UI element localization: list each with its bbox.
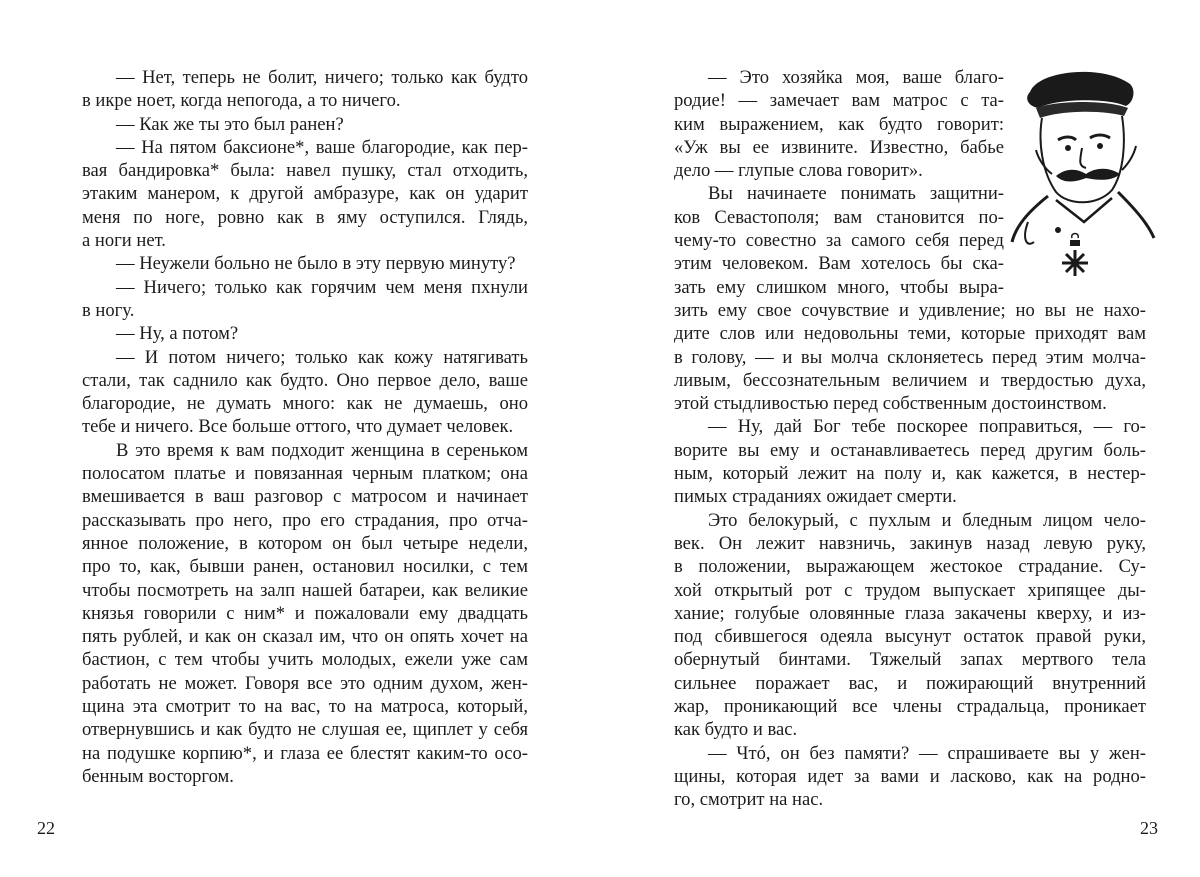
- text-line: — Это хозяйка моя, ваше благо-: [708, 67, 1004, 88]
- text-line: чему-то совестно за самого себя перед: [674, 230, 1004, 252]
- text-line: янное положение, в котором он был четыре недели,: [82, 532, 528, 554]
- text-line: — Нет, теперь не болит, ничего; только как будто: [116, 67, 528, 88]
- text-line: благородие, не думать много: как не думаешь, оно: [82, 393, 528, 415]
- text-line: пять рублей, и как он сказал им, что он опять хочет на: [82, 626, 528, 648]
- text-line: хой открытый рот с трудом выпускает хрипящее ды-: [674, 579, 1146, 601]
- sailor-portrait-icon: [1008, 62, 1158, 284]
- text-line: этой стыдливостью перед собственным достоинством.: [674, 393, 1107, 415]
- text-line: пимых страданиях ожидает смерти.: [674, 486, 957, 508]
- text-line: родие! — замечает вам матрос с та-: [674, 90, 1004, 112]
- text-line: обернутый бинтами. Тяжелый запах мертвого тела: [674, 649, 1146, 671]
- text-line: тебе и ничего. Все больше оттого, что думает человек.: [82, 416, 514, 438]
- text-line: щины, которая идет за вами и ласково, как на родно-: [674, 765, 1146, 787]
- text-line: а ноги нет.: [82, 230, 166, 252]
- text-line: под сбившегося одеяла высунут остаток правой руки,: [674, 626, 1146, 648]
- text-line: — И потом ничего; только как кожу натягивать: [116, 346, 528, 368]
- text-line: полосатом платье и повязанная черным платком; она: [82, 463, 528, 485]
- text-line: го, смотрит на нас.: [674, 789, 824, 811]
- text-line: ным, который лежит на полу и, как кажется, в нестер-: [674, 463, 1146, 485]
- text-line: в положении, выражающем жестокое страдание. Су-: [674, 556, 1146, 578]
- text-line: — Ничего; только как горячим чем меня пхнули: [116, 276, 528, 298]
- text-line: Вы начинаете понимать защитни-: [708, 183, 1004, 205]
- text-line: век. Он лежит навзничь, закинув назад левую руку,: [674, 532, 1146, 554]
- text-line: про то, как, бывши ранен, остановил носилки, с тем: [82, 556, 528, 578]
- left-page-text: [82, 66, 528, 788]
- text-line: ким выражением, как будто говорит:: [674, 113, 1004, 135]
- text-line: меня по ноге, ровно как в яму оступился. Глядь,: [82, 206, 528, 228]
- text-line: князья говорили с ним* и пожаловали ему двадцать: [82, 602, 528, 624]
- text-line: «Уж вы ее извините. Известно, бабье: [674, 136, 1004, 158]
- text-line: отвернувшись и как будто не слушая ее, щиплет у себя: [82, 719, 528, 741]
- text-line: зить ему свое сочувствие и удивление; но вы не нахо-: [674, 299, 1146, 321]
- text-line: вмешивается в ваш разговор с матросом и начинает: [82, 486, 528, 508]
- text-line: вая бандировка* была: навел пушку, стал отходить,: [82, 160, 528, 182]
- text-line: щина эта смотрит то на вас, то на матроса, который,: [82, 696, 528, 718]
- text-line: жар, проникающий все члены страдальца, проникает: [674, 696, 1146, 718]
- text-line: зать ему слишком много, чтобы выра-: [674, 276, 1004, 298]
- text-line: как будто и вас.: [674, 719, 798, 741]
- text-line: — На пятом баксионе*, ваше благородие, как пер-: [116, 136, 528, 158]
- text-line: этаким манером, к другой амбразуре, как он ударит: [82, 183, 528, 205]
- text-line: чтобы посмотреть на залп нашей батареи, как великие: [82, 579, 528, 601]
- text-line: ливым, бессознательным величием и твердостью духа,: [674, 369, 1146, 391]
- text-line: дело — глупые слова говорит».: [674, 160, 923, 182]
- text-line: в голову, — и вы молча склоняетесь перед этим молча-: [674, 346, 1146, 368]
- text-line: хание; голубые оловянные глаза закачены кверху, и из-: [674, 602, 1146, 624]
- text-line: рассказывать про него, про его страдания, про отча-: [82, 509, 528, 531]
- text-line: ков Севастополя; вам становится по-: [674, 206, 1004, 228]
- text-line: в ногу.: [82, 299, 135, 321]
- text-line: — Неужели больно не было в эту первую минуту?: [116, 253, 516, 275]
- text-line: дите слов или недовольны теми, которые приходят вам: [674, 323, 1146, 345]
- text-line: — Чтó, он без памяти? — спрашиваете вы у жен-: [708, 742, 1146, 764]
- text-line: бастион, с тем чтобы учить молодых, ежели уже сам: [82, 649, 528, 671]
- text-line: этим человеком. Вам хотелось бы ска-: [674, 253, 1004, 275]
- page-number-left: 22: [37, 818, 55, 838]
- text-line: В это время к вам подходит женщина в сереньком: [116, 439, 528, 461]
- text-line: Это белокурый, с пухлым и бледным лицом чело-: [708, 509, 1146, 531]
- text-line: ворите вы ему и останавливаетесь перед другим боль-: [674, 439, 1146, 461]
- text-line: работать не может. Говоря все это одним духом, жен-: [82, 672, 528, 694]
- text-line: стали, так саднило как будто. Оно первое дело, ваше: [82, 369, 528, 391]
- text-line: в икре ноет, когда непогода, а то ничего.: [82, 90, 401, 112]
- text-line: — Ну, дай Бог тебе поскорее поправиться, — го-: [708, 416, 1146, 438]
- text-line: бенным восторгом.: [82, 765, 234, 787]
- text-line: на подушке корпию*, и глаза ее блестят каким-то осо-: [82, 742, 528, 764]
- text-line: — Ну, а потом?: [116, 323, 239, 345]
- text-line: сильнее поражает вас, и пожирающий внутренний: [674, 672, 1146, 694]
- page-number-right: 23: [1140, 818, 1158, 838]
- text-line: — Как же ты это был ранен?: [116, 113, 344, 135]
